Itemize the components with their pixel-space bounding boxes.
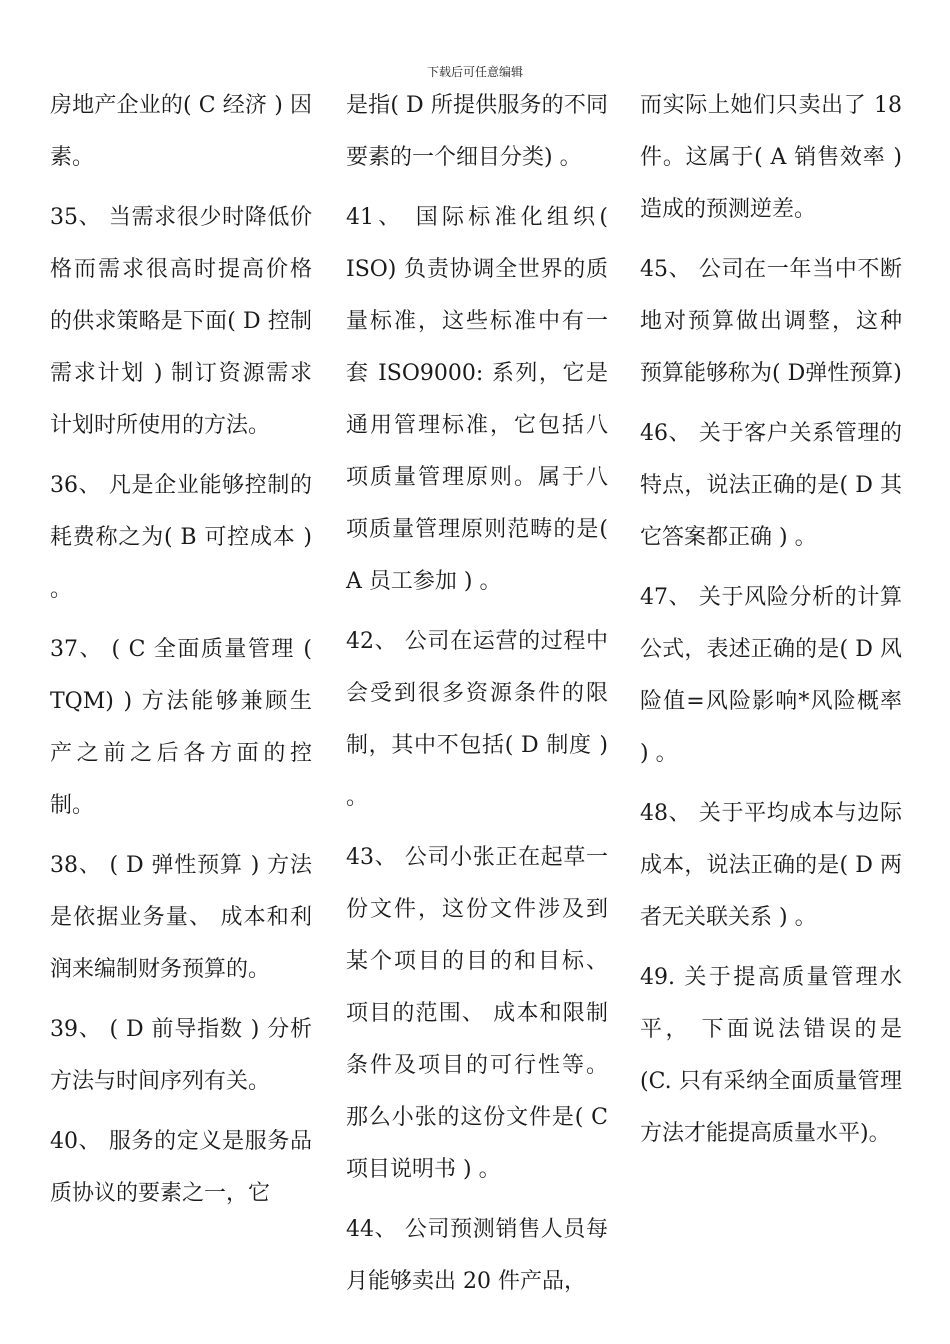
question-44: 44、 公司预测销售人员每月能够卖出 20 件产品， <box>346 1217 608 1294</box>
page-header: 下载后可任意编辑 <box>426 65 523 79</box>
paragraph: 房地产企业的( C 经济 ) 因素。 <box>50 93 312 170</box>
question-37: 37、 ( C 全面质量管理 ( TQM) ) 方法能够兼顾生产之前之后各方面的控制。 <box>50 637 312 818</box>
text-column-3 <box>640 80 902 1168</box>
text-column-1 <box>50 80 312 1228</box>
question-35: 35、 当需求很少时降低价格而需求很高时提高价格的供求策略是下面( D 控制需求计划 ) 制订资源需求计划时所使用的方法。 <box>50 205 312 438</box>
question-46: 46、 关于客户关系管理的特点，说法正确的是( D 其它答案都正确 ) 。 <box>640 421 902 550</box>
paragraph: 是指( D 所提供服务的不同要素的一个细目分类) 。 <box>346 93 608 170</box>
question-41: 41、 国际标准化组织( ISO) 负责协调全世界的质量标准，这些标准中有一套 ISO9000: 系列，它是通用管理标准，它包括八项质量管理原则。属于八项质量管理原则范畴的是( A 员工参加 ) 。 <box>346 205 608 594</box>
text-column-2 <box>346 80 608 1316</box>
question-48: 48、 关于平均成本与边际成本，说法正确的是( D 两者无关联关系 ) 。 <box>640 801 902 930</box>
question-38: 38、 ( D 弹性预算 ) 方法是依据业务量、 成本和利润来编制财务预算的。 <box>50 853 312 982</box>
question-42: 42、 公司在运营的过程中会受到很多资源条件的限制，其中不包括( D 制度 ) 。 <box>346 629 608 810</box>
paragraph: 而实际上她们只卖出了 18 件。这属于( A 销售效率 ) 造成的预测逆差。 <box>640 93 902 222</box>
question-40: 40、 服务的定义是服务品质协议的要素之一，它 <box>50 1129 312 1206</box>
question-39: 39、 ( D 前导指数 ) 分析方法与时间序列有关。 <box>50 1017 312 1094</box>
question-45: 45、 公司在一年当中不断地对预算做出调整，这种预算能够称为( D弹性预算) <box>640 257 902 386</box>
question-47: 47、 关于风险分析的计算公式，表述正确的是( D 风险值=风险影响*风险概率 ) 。 <box>640 585 902 766</box>
question-36: 36、 凡是企业能够控制的耗费称之为( B 可控成本 ) 。 <box>50 473 312 602</box>
question-43: 43、 公司小张正在起草一份文件，这份文件涉及到某个项目的目的和目标、项目的范围、 成本和限制条件及项目的可行性等。那么小张的这份文件是( C 项目说明书 ) 。 <box>346 845 608 1182</box>
question-49: 49. 关于提高质量管理水平， 下面说法错误的是 (C. 只有采纳全面质量管理方法才能提高质量水平)。 <box>640 965 902 1146</box>
